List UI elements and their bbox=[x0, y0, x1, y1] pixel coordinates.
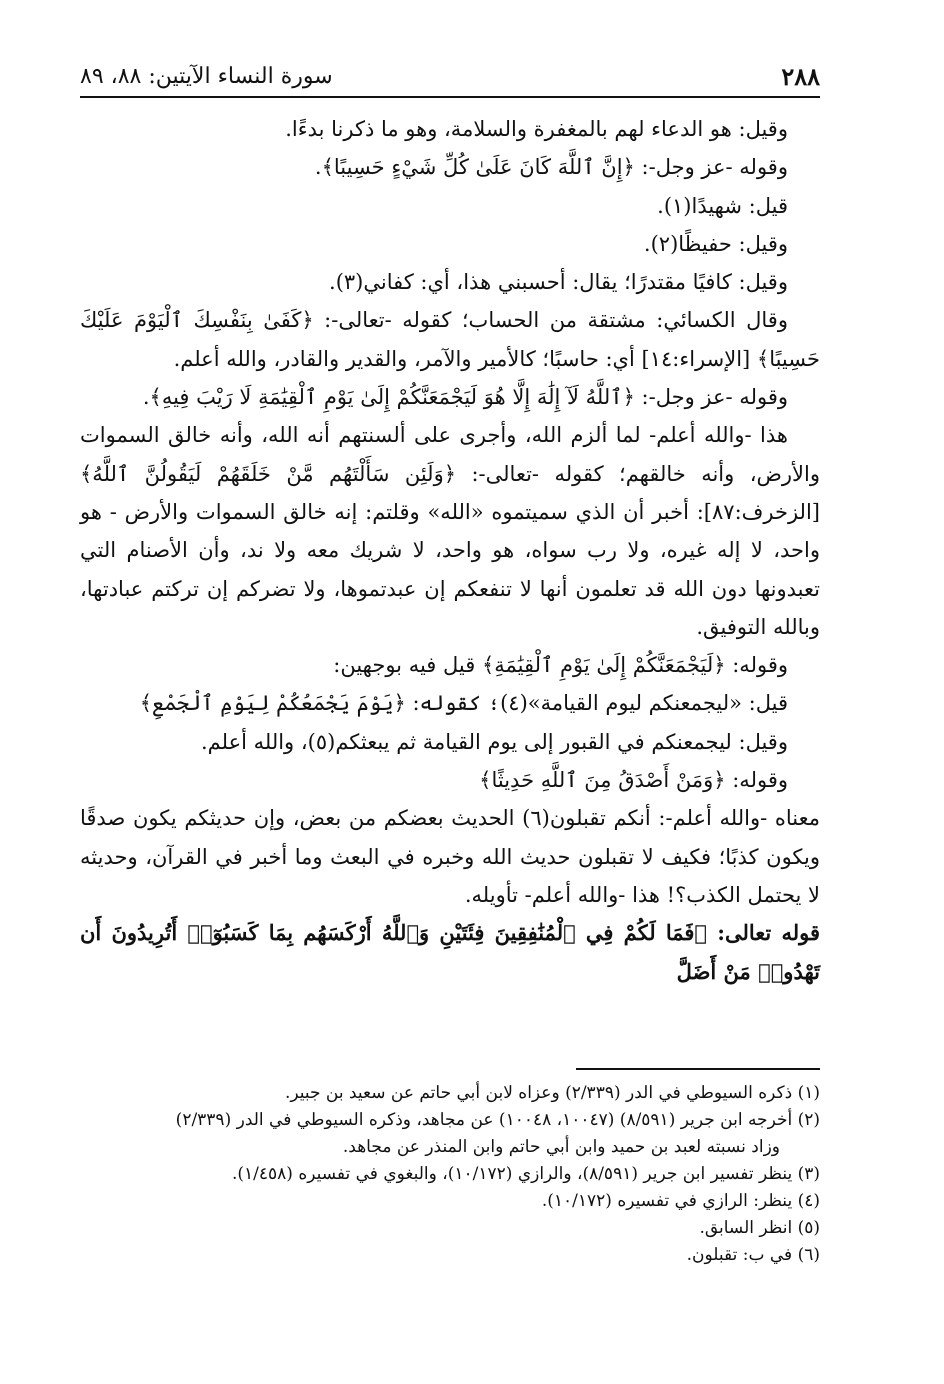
paragraph: معناه -والله أعلم-: أنكم تقبلون(٦) الحديث بعضكم من بعض، وإن حديثكم يكون صدقًا ويكون كذبًا؛ فكيف لا تقبلون حديث الله وخبره في البعث وما أخبر في القرآن، وحديثه لا يحتمل الكذب؟! هذا -والله أعلم- تأويله. bbox=[80, 806, 820, 907]
footnote: (٦) في ب: تقبلون. bbox=[686, 1245, 820, 1265]
footnote-divider bbox=[576, 1068, 820, 1070]
footnote: (٤) ينظر: الرازي في تفسيره (١٠/١٧٢). bbox=[541, 1191, 820, 1211]
paragraph: وقيل: كافيًا مقتدرًا؛ يقال: أحسبني هذا، أي: كفاني(٣). bbox=[329, 270, 788, 295]
paragraph: وقوله: ﴿وَمَنْ أَصْدَقُ مِنَ ٱللَّهِ حَدِيثًا﴾ bbox=[479, 768, 788, 793]
paragraph: قيل: شهيدًا(١). bbox=[657, 193, 788, 218]
page-header bbox=[80, 56, 820, 98]
footnote: (٣) ينظر تفسير ابن جرير (٨/٥٩١)، والرازي (١٠/١٧٢)، والبغوي في تفسيره (١/٤٥٨). bbox=[231, 1164, 820, 1184]
paragraph: وقيل: هو الدعاء لهم بالمغفرة والسلامة، وهو ما ذكرنا بدءًا. bbox=[285, 117, 788, 141]
paragraph: وقيل: حفيظًا(٢). bbox=[643, 231, 788, 256]
verse-heading: قوله تعالى: ﴿فَمَا لَكُمْ فِي ٱلْمُنَٰفِقِينَ فِئَتَيْنِ وَٱللَّهُ أَرْكَسَهُم بِمَا كَسَبُوٓا۟ أَتُرِيدُونَ أَن تَهْدُوا۟ مَنْ أَضَلَّ bbox=[80, 920, 820, 984]
footnote-continuation: وزاد نسبته لعبد بن حميد وابن أبي حاتم وابن المنذر عن مجاهد. bbox=[342, 1137, 780, 1157]
paragraph: وقال الكسائي: مشتقة من الحساب؛ كقوله -تعالى-: ﴿كَفَىٰ بِنَفْسِكَ ٱلْيَوْمَ عَلَيْكَ حَسِيبًا﴾ [الإسراء:١٤] أي: حاسبًا؛ كالأمير والآمر، والقدير والقادر، والله أعلم. bbox=[80, 308, 820, 371]
paragraph: وقوله -عز وجل-: ﴿ٱللَّهُ لَآ إِلَٰهَ إِلَّا هُوَ لَيَجْمَعَنَّكُمْ إِلَىٰ يَوْمِ ٱلْقِيَٰمَةِ لَا رَيْبَ فِيهِ﴾. bbox=[142, 385, 788, 410]
running-title: سورة النساء الآيتين: ٨٨، ٨٩ bbox=[80, 63, 333, 89]
paragraph: وقوله: ﴿لَيَجْمَعَنَّكُمْ إِلَىٰ يَوْمِ ٱلْقِيَٰمَةِ﴾ قيل فيه بوجهين: bbox=[333, 653, 788, 678]
footnote: (٢) أخرجه ابن جرير (٨/٥٩١) (١٠٠٤٧، ١٠٠٤٨) عن مجاهد، وذكره السيوطي في الدر (٢/٣٣٩) bbox=[175, 1110, 820, 1130]
paragraph: قيل: «ليجمعنكم ليوم القيامة»(٤)؛ كقوله: ﴿يَوْمَ يَجْمَعُكُمْ لِيَوْمِ ٱلْجَمْعِ﴾ bbox=[139, 691, 788, 716]
footnotes bbox=[80, 1080, 820, 1269]
paragraph: وقوله -عز وجل-: ﴿إِنَّ ٱللَّهَ كَانَ عَلَىٰ كُلِّ شَيْءٍ حَسِيبًا﴾. bbox=[314, 155, 788, 180]
footnote: (٥) انظر السابق. bbox=[699, 1218, 820, 1238]
footnote: (١) ذكره السيوطي في الدر (٢/٣٣٩) وعزاه لابن أبي حاتم عن سعيد بن جبير. bbox=[284, 1083, 820, 1103]
paragraph: وقيل: ليجمعنكم في القبور إلى يوم القيامة ثم يبعثكم(٥)، والله أعلم. bbox=[200, 729, 788, 754]
paragraph: هذا -والله أعلم- لما ألزم الله، وأجرى على ألسنتهم أنه الله، وأنه خالق السموات والأرض، وأنه خالقهم؛ كقوله -تعالى-: ﴿وَلَئِن سَأَلْتَهُم مَّنْ خَلَقَهُمْ لَيَقُولُنَّ ٱللَّهُ﴾ [الزخرف:٨٧]: أخبر أن الذي سميتموه «الله» وقلتم: إنه خالق السموات والأرض - هو واحد، لا إله غيره، ولا رب سواه، هو واحد، لا شريك معه ولا ند، وأن الأصنام التي تعبدونها دون الله قد تعلمون أنها لا تنفعكم إن عبدتموها، ولا تضركم إن تركتم عبادتها، وبالله التوفيق. bbox=[80, 423, 820, 639]
page-number: ٢٨٨ bbox=[781, 61, 820, 91]
main-text bbox=[80, 110, 820, 991]
